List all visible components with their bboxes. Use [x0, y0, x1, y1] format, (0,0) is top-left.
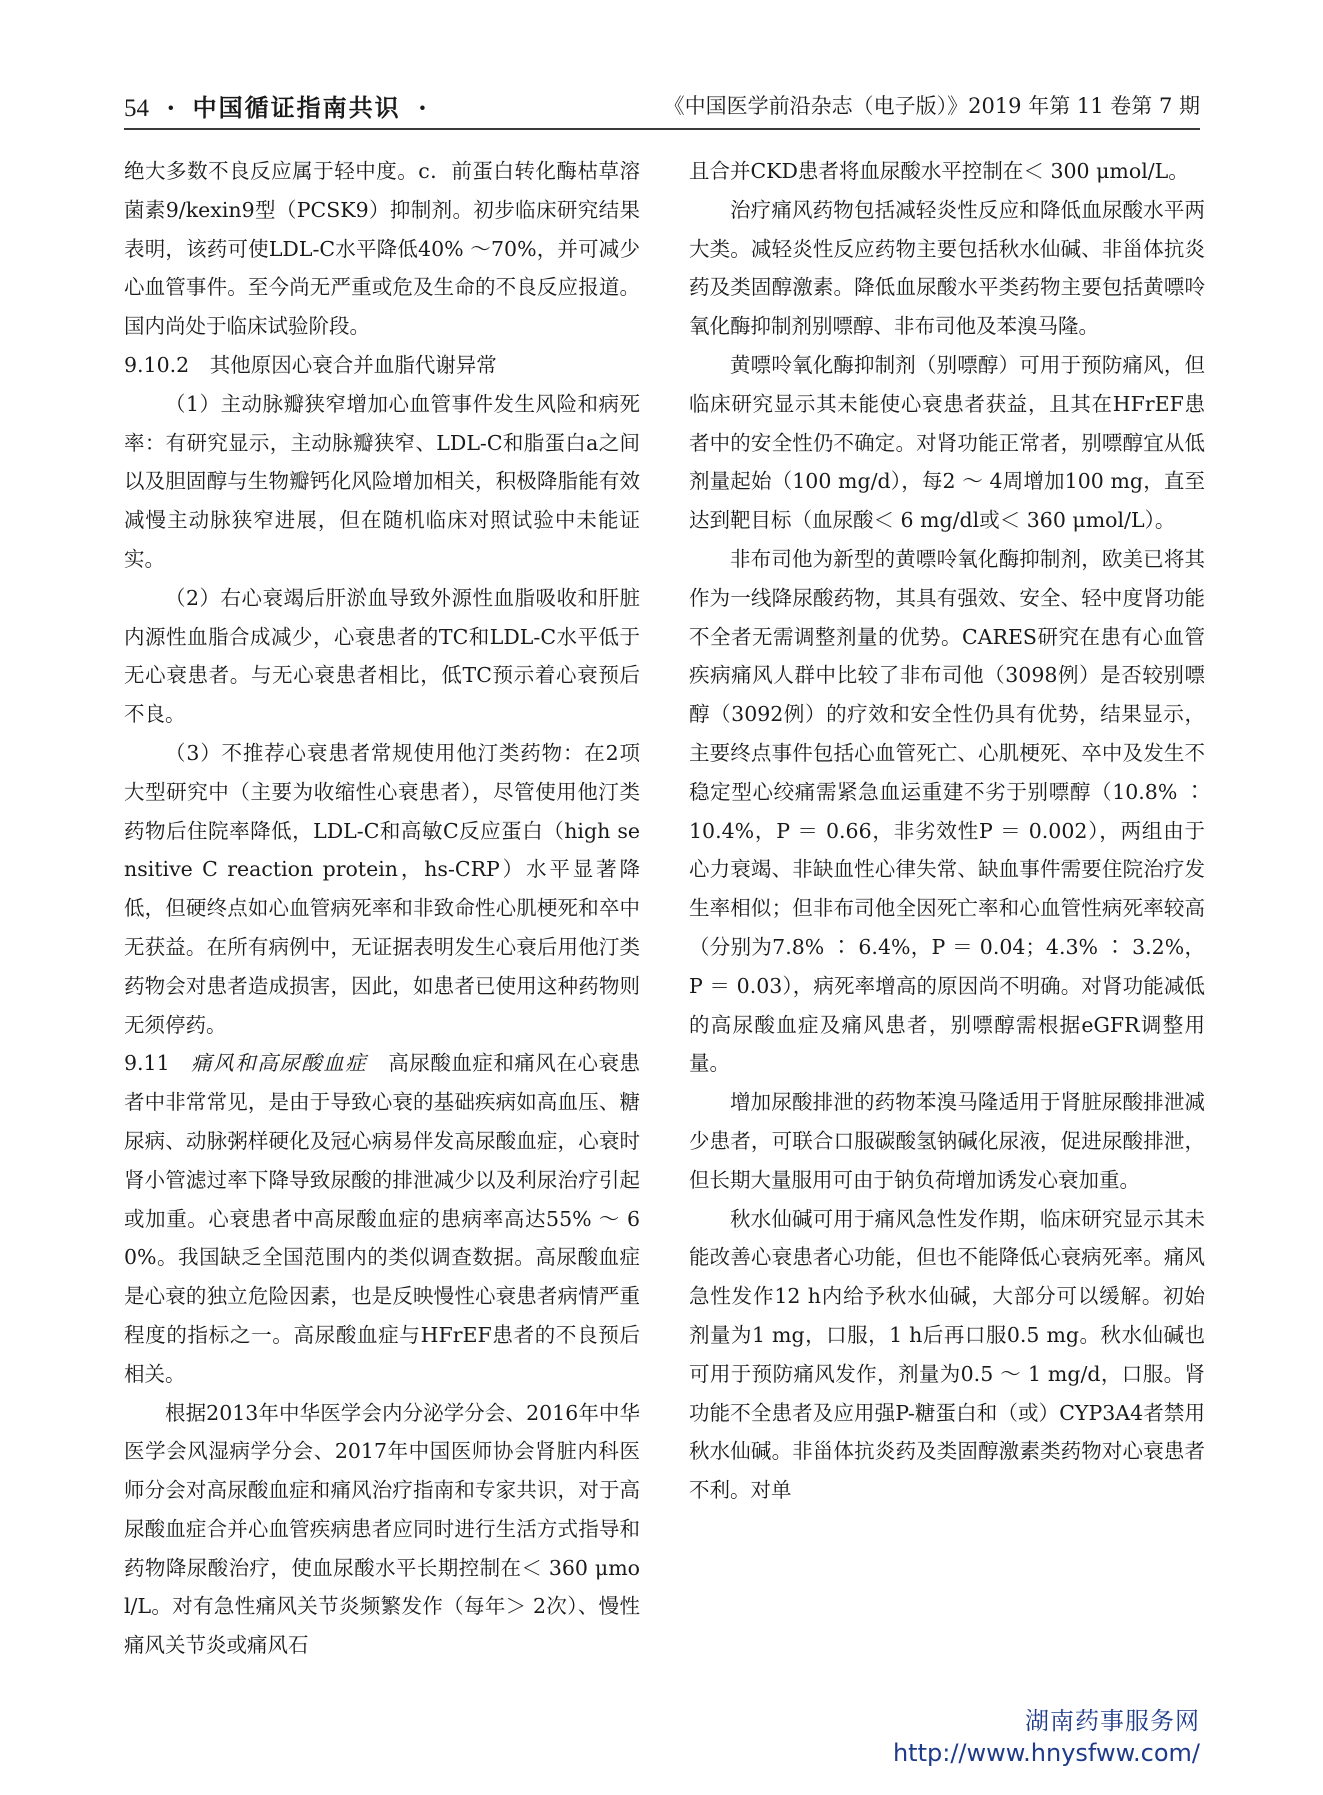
paragraph: 且合并CKD患者将血尿酸水平控制在＜ 300 μmol/L。 [689, 159, 1189, 183]
left-column [124, 152, 640, 1665]
paragraph: （3）不推荐心衰患者常规使用他汀类药物：在2项大型研究中（主要为收缩性心衰患者），尽管使用他汀类药物后住院率降低，LDL-C和高敏C反应蛋白（high sensitive C reaction protein，hs-CRP）水平显著降低，但硬终点如心血管病死率和非致命性心肌梗死和卒中无获益。在所有病例中，无证据表明发生心衰后用他汀类药物会对患者造成损害，因此，如患者已使用这种药物则无须停药。 [124, 740, 640, 1037]
header-dot-left: · [166, 93, 175, 122]
watermark-url: http://www.hnysfww.com/ [892, 1739, 1200, 1767]
paragraph: 秋水仙碱可用于痛风急性发作期，临床研究显示其未能改善心衰患者心功能，但也不能降低心衰病死率。痛风急性发作12 h内给予秋水仙碱，大部分可以缓解。初始剂量为1 mg，口服，1 h后再口服0.5 mg。秋水仙碱也可用于预防痛风发作，剂量为0.5 ～ 1 mg/d，口服。肾功能不全患者及应用强P-糖蛋白和（或）CYP3A4者禁用秋水仙碱。非甾体抗炎药及类固醇激素类药物对心衰患者不利。对单 [689, 1206, 1205, 1503]
paragraph: 非布司他为新型的黄嘌呤氧化酶抑制剂，欧美已将其作为一线降尿酸药物，其具有强效、安全、轻中度肾功能不全者无需调整剂量的优势。CARES研究在患有心血管疾病痛风人群中比较了非布司他（3098例）是否较别嘌醇（3092例）的疗效和安全性仍具有优势，结果显示，主要终点事件包括心血管死亡、心肌梗死、卒中及发生不稳定型心绞痛需紧急血运重建不劣于别嘌醇（10.8% ∶ 10.4%，P ＝ 0.66，非劣效性P ＝ 0.002），两组由于心力衰竭、非缺血性心律失常、缺血事件需要住院治疗发生率相似；但非布司他全因死亡率和心血管性病死率较高（分别为7.8% ∶ 6.4%，P ＝ 0.04；4.3% ∶ 3.2%，P ＝ 0.03），病死率增高的原因尚不明确。对肾功能减低的高尿酸血症及痛风患者，别嘌醇需根据eGFR调整用量。 [689, 546, 1205, 1076]
paragraph: 绝大多数不良反应属于轻中度。c．前蛋白转化酶枯草溶菌素9/kexin9型（PCSK9）抑制剂。初步临床研究结果表明，该药可使LDL-C水平降低40% ～70%，并可减少心血管事件。至今尚无严重或危及生命的不良反应报道。国内尚处于临床试验阶段。 [124, 159, 640, 339]
section-number: 9.11 [124, 1051, 170, 1076]
section-title: 中国循证指南共识 [192, 94, 401, 122]
watermark-site-name: 湖南药事服务网 [1025, 1707, 1200, 1735]
header-rule [124, 128, 1200, 130]
paragraph: 根据2013年中华医学会内分泌学分会、2016年中华医学会风湿病学分会、2017年中国医师协会肾脏内科医师分会对高尿酸血症和痛风治疗指南和专家共识，对于高尿酸血症合并心血管疾病患者应同时进行生活方式指导和药物降尿酸治疗，使血尿酸水平长期控制在＜ 360 μmol/L。对有急性痛风关节炎频繁发作（每年＞ 2次）、慢性痛风关节炎或痛风石 [124, 1400, 640, 1658]
page-number: 54 [124, 95, 149, 122]
paragraph: 治疗痛风药物包括减轻炎性反应和降低血尿酸水平两大类。减轻炎性反应药物主要包括秋水仙碱、非甾体抗炎药及类固醇激素。降低血尿酸水平类药物主要包括黄嘌呤氧化酶抑制剂别嘌醇、非布司他及苯溴马隆。 [689, 197, 1205, 339]
section-heading-9-10-2: 9.10.2 其他原因心衰合并血脂代谢异常 [124, 352, 497, 377]
watermark [893, 1705, 1200, 1769]
running-header [124, 88, 1200, 128]
header-left [124, 88, 437, 123]
header-dot-right: · [418, 93, 427, 122]
paragraph: （1）主动脉瓣狭窄增加心血管事件发生风险和病死率：有研究显示，主动脉瓣狭窄、LDL-C和脂蛋白a之间以及胆固醇与生物瓣钙化风险增加相关，积极降脂能有效减慢主动脉狭窄进展，但在随机临床对照试验中未能证实。 [124, 391, 640, 571]
section-9-11-paragraph [124, 1044, 640, 1393]
paragraph: （2）右心衰竭后肝淤血导致外源性血脂吸收和肝脏内源性血脂合成减少，心衰患者的TC和LDL-C水平低于无心衰患者。与无心衰患者相比，低TC预示着心衰预后不良。 [124, 585, 640, 727]
paragraph: 增加尿酸排泄的药物苯溴马隆适用于肾脏尿酸排泄减少患者，可联合口服碳酸氢钠碱化尿液，促进尿酸排泄，但长期大量服用可由于钠负荷增加诱发心衰加重。 [689, 1090, 1205, 1192]
paragraph-text: 高尿酸血症和痛风在心衰患者中非常常见，是由于导致心衰的基础疾病如高血压、糖尿病、动脉粥样硬化及冠心病易伴发高尿酸血症，心衰时肾小管滤过率下降导致尿酸的排泄减少以及利尿治疗引起或加重。心衰患者中高尿酸血症的患病率高达55% ～ 60%。我国缺乏全国范围内的类似调查数据。高尿酸血症是心衰的独立危险因素，也是反映慢性心衰患者病情严重程度的指标之一。高尿酸血症与HFrEF患者的不良预后相关。 [124, 1051, 640, 1386]
section-heading-9-11: 痛风和高尿酸血症 [191, 1051, 368, 1076]
paragraph: 黄嘌呤氧化酶抑制剂（别嘌醇）可用于预防痛风，但临床研究显示其未能使心衰患者获益，且其在HFrEF患者中的安全性仍不确定。对肾功能正常者，别嘌醇宜从低剂量起始（100 mg/d），每2 ～ 4周增加100 mg，直至达到靶目标（血尿酸＜ 6 mg/dl或＜ 360 μmol/L）。 [689, 352, 1205, 533]
journal-citation: 《中国医学前沿杂志（电子版）》2019 年第 11 卷第 7 期 [663, 94, 1200, 118]
right-column [689, 152, 1205, 1510]
